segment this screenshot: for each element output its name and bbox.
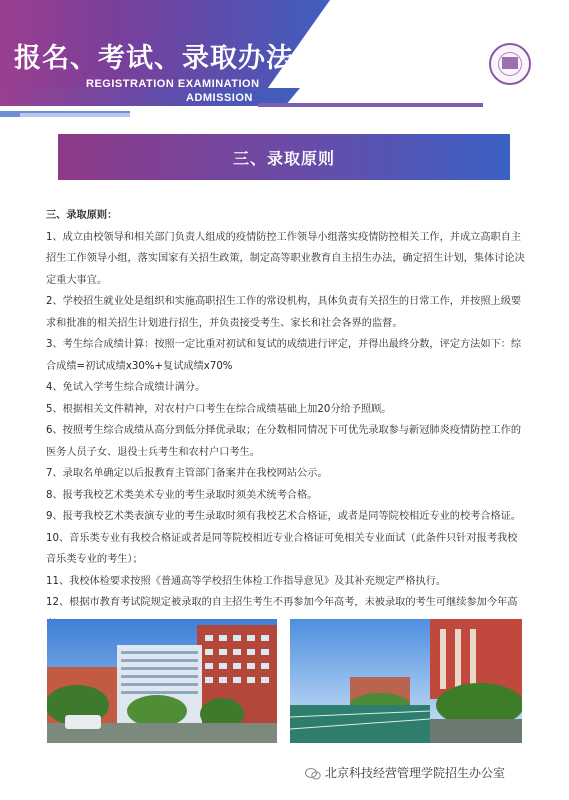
campus-photo-sports-field: [290, 619, 522, 743]
list-item: 7、录取名单确定以后报教育主管部门备案并在我校网站公示。: [46, 468, 328, 479]
header-subtitle-band: [0, 88, 300, 106]
list-item: 11、我校体检要求按照《普通高等学校招生体检工作指导意见》及其补充规定严格执行。: [46, 575, 447, 587]
list-item: 10、音乐类专业有我校合格证或者是同等院校相近专业合格证可免相关专业面试（此条件只针对报考我校音乐类专业的考生）；: [46, 532, 518, 565]
section-heading: 三、录取原则：: [46, 210, 118, 221]
list-item: 4、免试入学考生综合成绩计满分。: [46, 382, 206, 393]
footer-signature: [305, 764, 555, 781]
divider-stripe: [258, 103, 483, 107]
campus-photo-dormitory: [47, 619, 277, 743]
list-item: 6、按照考生综合成绩从高分到低分择优录取；在分数相同情况下可优先录取参与新冠肺炎疫情防控工作的医务人员子女、退役士兵考生和农村户口考生。: [46, 425, 522, 458]
header-subtitle-line1: REGISTRATION EXAMINATION: [86, 78, 260, 90]
list-item: 9、报考我校艺术类表演专业的考生录取时须有我校艺术合格证，或者是同等院校相近专业的校考合格证。: [46, 511, 522, 522]
header-subtitle-line2: ADMISSION: [186, 92, 253, 104]
section-banner: [58, 134, 510, 180]
school-seal-logo: [489, 43, 531, 85]
divider-stripe: [20, 113, 130, 117]
list-item: 1、成立由校领导和相关部门负责人组成的疫情防控工作领导小组落实疫情防控相关工作，并成立高职自主招生工作领导小组，落实国家有关招生政策，制定高等职业教育自主招生办法，确定招生计划，集体讨论决定重大事宜。: [46, 231, 525, 286]
list-item: 5、根据相关文件精神，对农村户口考生在综合成绩基础上加20分给予照顾。: [46, 403, 392, 415]
list-item: 8、报考我校艺术类美术专业的考生录取时须美术统考合格。: [46, 489, 318, 501]
wechat-icon: [305, 768, 321, 780]
footer-text: 北京科技经营管理学院招生办公室: [325, 766, 506, 780]
list-item: 3、考生综合成绩计算：按照一定比重对初试和复试的成绩进行评定，并得出最终分数，评定方法如下：综合成绩=初试成绩x30%+复试成绩x70%: [46, 339, 522, 372]
list-item: 2、学校招生就业处是组织和实施高职招生工作的常设机构，具体负责有关招生的日常工作，并按照上级要求和批准的相关招生计划进行招生，并负责接受考生、家长和社会各界的监督。: [46, 296, 522, 329]
seal-building-icon: [502, 57, 518, 69]
section-banner-title: 三、录取原则: [232, 149, 335, 168]
list-item: 12、根据市教育考试院规定被录取的自主招生考生不再参加今年高考，未被录取的考生可继续参加今年高: [46, 597, 518, 608]
page-title: 报名、考试、录取办法: [14, 43, 294, 74]
admission-principles: [46, 205, 526, 635]
